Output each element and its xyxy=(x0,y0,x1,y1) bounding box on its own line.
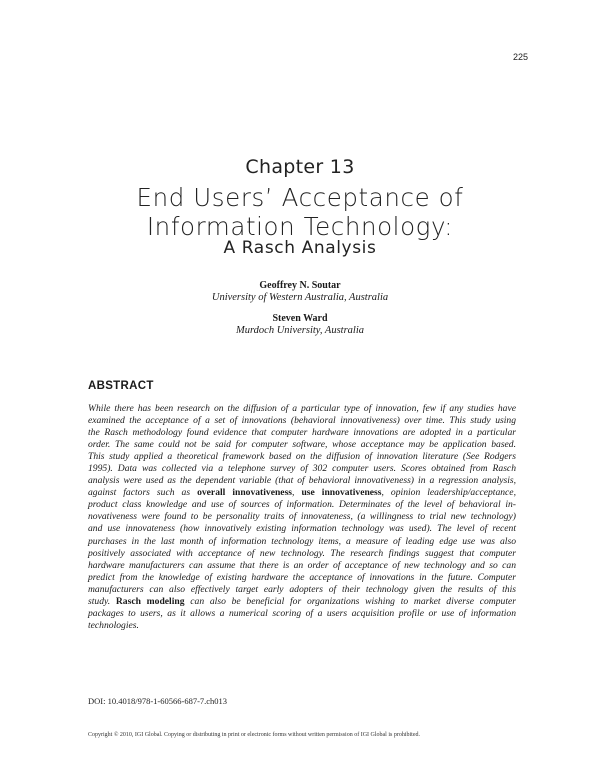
page-number: 225 xyxy=(512,52,528,62)
author-affiliation: Murdoch University, Australia xyxy=(235,325,365,336)
author-block xyxy=(0,280,600,303)
abstract-line: and use innovateness (how innovatively existing information technology was used). The level of recent xyxy=(88,523,516,535)
abstract-line: analysis were used as the dependent variable (that of behavioral innovativeness) in a regression analysis, xyxy=(88,475,516,487)
abstract-text: against factors such as xyxy=(88,487,191,499)
abstract-line: product class knowledge and use of sources of information. Determinates of the level of behavioral in- xyxy=(88,499,516,511)
abstract-line: While there has been research on the diffusion of a particular type of innovation, few if any studies have xyxy=(88,403,516,414)
chapter-title-line-2: Information Technology: xyxy=(146,212,454,241)
keyword-overall-innovativeness: overall innovativeness xyxy=(197,487,293,499)
abstract-text: , opinion leadership/acceptance, xyxy=(381,487,516,499)
doi: DOI: 10.4018/978-1-60566-687-7.ch013 xyxy=(88,696,228,706)
abstract-line: manufacturers can also effectively target early adopters of their technology given the results of this xyxy=(88,583,516,595)
abstract-text: can also be beneficial for organizations wishing to market diverse computer xyxy=(190,595,516,607)
chapter-subtitle: A Rasch Analysis xyxy=(223,238,377,258)
copyright-notice: Copyright © 2010, IGI Global. Copying or distributing in print or electronic forms without written permission of IGI Global is prohibited. xyxy=(88,732,421,738)
abstract-line: novativeness were found to be personality traits of innovateness, (a willingness to trial new technology) xyxy=(88,511,516,523)
keyword-rasch-modeling: Rasch modeling xyxy=(115,595,185,607)
abstract-line: purchases in the last month of information technology items, a measure of leading edge use was also xyxy=(88,535,516,547)
abstract-text: , xyxy=(292,487,295,499)
abstract-heading: ABSTRACT xyxy=(88,380,154,392)
author-block xyxy=(0,313,600,336)
keyword-use-innovativeness: use innovativeness xyxy=(301,487,382,499)
abstract-line: technologies. xyxy=(88,619,139,631)
abstract-line xyxy=(88,487,516,499)
abstract-line: the Rasch methodology found evidence that computer hardware innovations are adopted in a particular xyxy=(88,427,516,439)
abstract-line: This study applied a theoretical framework based on the diffusion of innovation literature (See Rodgers xyxy=(88,451,516,463)
chapter-title-line-1: End Users’ Acceptance of xyxy=(136,183,464,212)
chapter-label: Chapter 13 xyxy=(245,156,355,178)
author-name: Geoffrey N. Soutar xyxy=(259,280,341,291)
author-name: Steven Ward xyxy=(272,313,328,324)
author-affiliation: University of Western Australia, Australia xyxy=(211,292,389,303)
abstract-line: examined the acceptance of a set of innovations (behavioral innovativeness) over time. This study using xyxy=(88,415,516,427)
abstract-body xyxy=(88,403,516,632)
abstract-line: hardware manufacturers can assume that there is an order of acceptance of new technology and so can xyxy=(88,559,516,571)
abstract-line: predict from the knowledge of existing hardware the acceptance of innovations in the future. Computer xyxy=(88,571,516,583)
abstract-text: study. xyxy=(88,595,111,607)
abstract-line xyxy=(88,596,516,608)
abstract-line: 1995). Data was collected via a telephone survey of 302 computer users. Scores obtained from Rasch xyxy=(88,463,516,475)
chapter-title xyxy=(0,183,600,241)
abstract-line: positively associated with acceptance of new technology. The research findings suggest that computer xyxy=(88,547,516,559)
abstract-line: order. The same could not be said for computer software, whose acceptance may be application based. xyxy=(88,439,516,451)
abstract-line: packages to users, as it allows a numerical scoring of a users acquisition profile or use of information xyxy=(88,607,516,619)
